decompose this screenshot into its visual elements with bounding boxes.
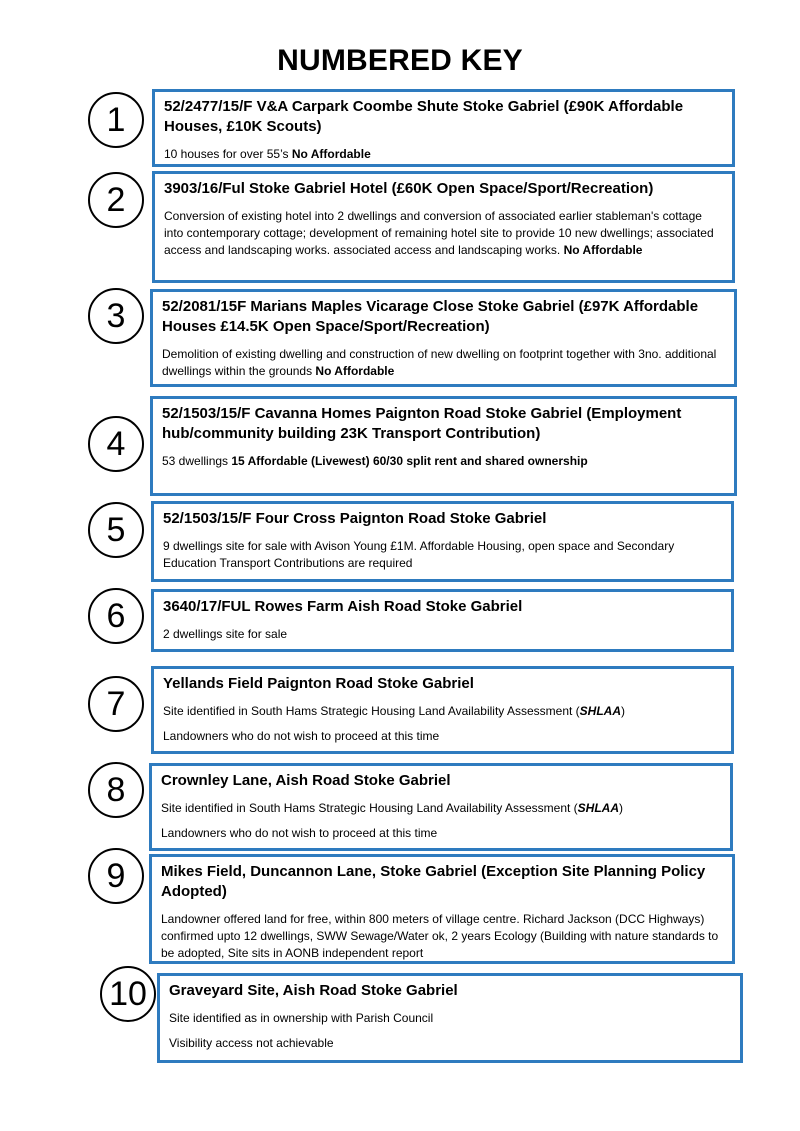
item-description: Site identified in South Hams Strategic Housing Land Availability Assessment (SHLAA) (163, 704, 626, 718)
item-description: 2 dwellings site for sale (163, 627, 288, 641)
key-item-3 (150, 289, 737, 387)
item-heading: 3903/16/Ful Stoke Gabriel Hotel (£60K Open Space/Sport/Recreation) (164, 180, 654, 197)
item-description: Demolition of existing dwelling and construction of new dwelling on footprint together with 3no. additional dwellings within the grounds No Affordable (162, 347, 717, 378)
item-note: Visibility access not achievable (169, 1036, 334, 1050)
key-item-7 (151, 666, 734, 754)
key-item-4 (150, 396, 737, 496)
item-number-badge: 10 (100, 966, 156, 1022)
item-number-badge: 6 (88, 588, 144, 644)
key-item-1 (152, 89, 735, 167)
item-heading: 52/2081/15F Marians Maples Vicarage Close Stoke Gabriel (£97K Affordable Houses £14.5K Open Space/Sport/Recreation) (162, 298, 699, 335)
page-title: NUMBERED KEY (277, 44, 523, 77)
item-number-badge: 4 (88, 416, 144, 472)
item-description: Site identified in South Hams Strategic Housing Land Availability Assessment (SHLAA) (161, 801, 624, 815)
item-description: Landowner offered land for free, within 800 meters of village centre. Richard Jackson (DCC Highways) confirmed upto 12 dwellings, SWW Sewage/Water ok, 2 years Ecology (Building with nature standards to be adopted, Site sits in AONB independent report (161, 912, 719, 960)
item-heading: 3640/17/FUL Rowes Farm Aish Road Stoke Gabriel (163, 598, 523, 615)
item-description: Site identified as in ownership with Parish Council (169, 1011, 434, 1025)
item-description: Conversion of existing hotel into 2 dwellings and conversion of associated earlier stableman's cottage into contemporary cottage; development of remaining hotel site to provide 10 new dwellings; associated access and landscaping works. associated access and landscaping works. No Affordable (164, 209, 714, 257)
item-description: 53 dwellings 15 Affordable (Livewest) 60/30 split rent and shared ownership (162, 454, 588, 468)
item-note: Landowners who do not wish to proceed at this time (161, 826, 438, 840)
item-number-badge: 2 (88, 172, 144, 228)
item-heading: 52/1503/15/F Four Cross Paignton Road Stoke Gabriel (163, 510, 547, 527)
item-heading: 52/2477/15/F V&A Carpark Coombe Shute Stoke Gabriel (£90K Affordable Houses, £10K Scouts) (164, 98, 684, 135)
item-description: 10 houses for over 55’s No Affordable (164, 147, 371, 161)
item-number-badge: 9 (88, 848, 144, 904)
item-heading: 52/1503/15/F Cavanna Homes Paignton Road Stoke Gabriel (Employment hub/community building 23K Transport Contribution) (162, 405, 682, 442)
item-number-badge: 3 (88, 288, 144, 344)
item-description: 9 dwellings site for sale with Avison Young £1M. Affordable Housing, open space and Secondary Education Transport Contributions are required (163, 539, 675, 570)
key-item-2 (152, 171, 735, 283)
key-item-6 (151, 589, 734, 652)
item-heading: Yellands Field Paignton Road Stoke Gabriel (163, 675, 474, 692)
key-item-5 (151, 501, 734, 582)
item-heading: Graveyard Site, Aish Road Stoke Gabriel (169, 982, 458, 999)
key-item-10 (157, 973, 743, 1063)
item-number-badge: 1 (88, 92, 144, 148)
item-heading: Mikes Field, Duncannon Lane, Stoke Gabriel (Exception Site Planning Policy Adopted) (161, 863, 706, 900)
key-item-9 (149, 854, 735, 964)
key-item-8 (149, 763, 733, 851)
item-heading: Crownley Lane, Aish Road Stoke Gabriel (161, 772, 451, 789)
item-number-badge: 5 (88, 502, 144, 558)
item-note: Landowners who do not wish to proceed at this time (163, 729, 440, 743)
item-number-badge: 7 (88, 676, 144, 732)
item-number-badge: 8 (88, 762, 144, 818)
